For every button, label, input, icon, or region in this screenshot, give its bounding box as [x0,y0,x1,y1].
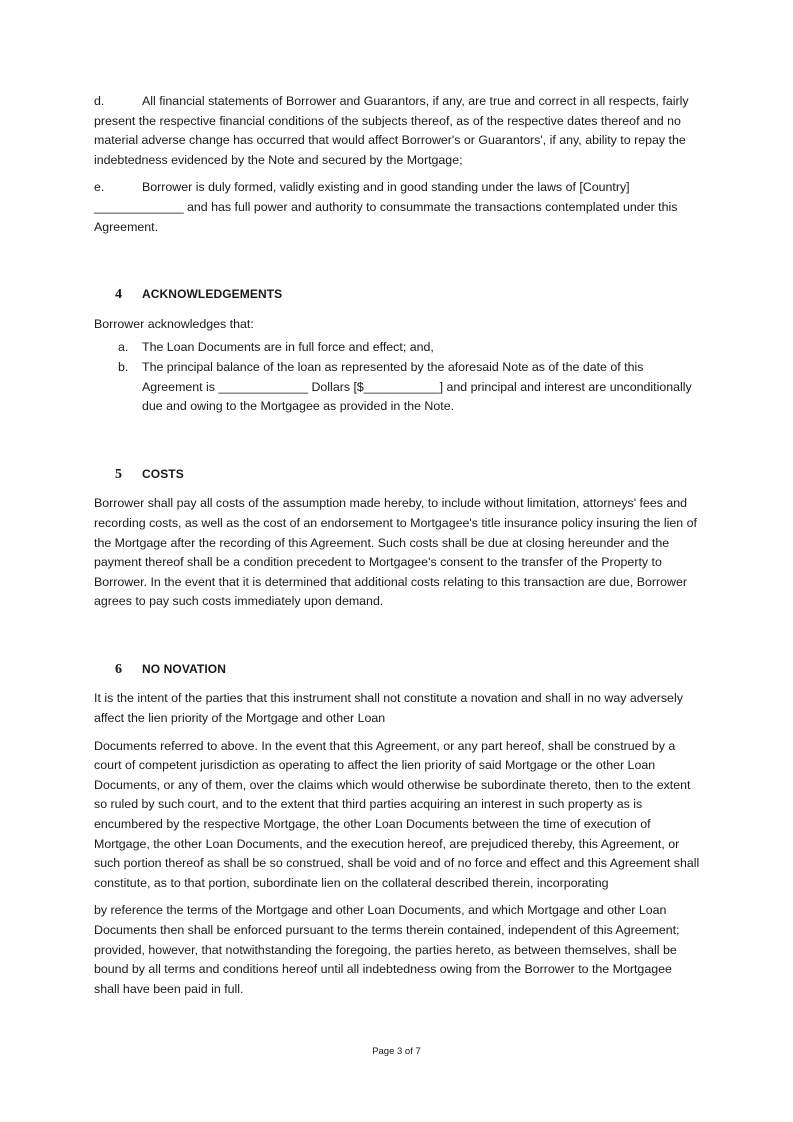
section-intro: Borrower acknowledges that: [94,316,254,331]
clause-letter: d. [94,94,105,108]
section-heading-acknowledgements [94,285,700,305]
page-content [94,92,700,1007]
section-heading-no-novation [94,660,700,680]
section-title: NO NOVATION [142,661,226,676]
acknowledgement-list [94,338,700,416]
list-item-text: The principal balance of the loan as represented by the aforesaid Note as of the date of this Agreement is _____________ Dollars [$___________] and principal and interest are unconditionally due and owing to the Mortgagee as provided in the Note. [142,359,692,414]
list-item [94,358,700,417]
page-number: Page 3 of 7 [372,1046,421,1057]
section-number: 5 [115,466,123,482]
clause-letter: e. [94,180,105,195]
clause-text: All financial statements of Borrower and Guarantors, if any, are true and correct in all respects, fairly present the respective financial conditions of the subjects thereof, as of the respective dates thereof and no material adverse change has occurred that would affect Borrower's or Guarantors', if any, ability to repay the indebtedness evidenced by the Note and secured by the Mortgage; [94,94,689,167]
section-number: 4 [115,287,123,303]
section-paragraph: It is the intent of the parties that this instrument shall not constitute a novation and shall in no way adversely affect the lien priority of the Mortgage and other Loan [94,691,683,726]
clause-e [94,178,700,237]
section-paragraph: by reference the terms of the Mortgage and other Loan Documents, and which Mortgage and other Loan Documents then shall be enforced pursuant to the terms therein contained, independent of this Agreement; provided, however, that notwithstanding the foregoing, the parties hereto, as between themselves, shall be bound by all terms and conditions hereof until all indebtedness owing from the Borrower to the Mortgagee shall have been paid in full. [94,903,680,996]
list-marker: a. [118,340,129,355]
list-marker: b. [118,359,129,374]
section-heading-costs [94,465,700,485]
page-footer [0,1046,793,1057]
section-body: Borrower shall pay all costs of the assumption made hereby, to include without limitation, attorneys' fees and recording costs, as well as the cost of an endorsement to Mortgagee's title insurance policy insuring the lien of the Mortgage after the recording of this Agreement. Such costs shall be due at closing hereunder and the payment thereof shall be a condition precedent to Mortgagee's consent to the transfer of the Property to Borrower. In the event that it is determined that additional costs relating to this transaction are due, Borrower agrees to pay such costs immediately upon demand. [94,496,697,609]
list-item-text: The Loan Documents are in full force and effect; and, [142,340,434,355]
clause-text: Borrower is duly formed, validly existing and in good standing under the laws of [Country] _____________ and has full power and authority to consummate the transactions contemplated under this Agreement. [94,180,678,234]
section-paragraph: Documents referred to above. In the event that this Agreement, or any part hereof, shall be construed by a court of competent jurisdiction as operating to affect the lien priority of said Mortgage or the other Loan Documents, or any of them, over the claims which would otherwise be subordinate thereto, then to the extent so ruled by such court, and to the extent that third parties acquiring an interest in such property as is encumbered by the respective Mortgage, the other Loan Documents between the time of execution of Mortgage, the other Loan Documents, and the execution hereof, are prejudiced thereby, this Agreement, or such portion thereof as shall be so construed, shall be void and of no force and effect and this Agreement shall constitute, as to that portion, subordinate lien on the collateral described therein, incorporating [94,738,700,890]
section-title: COSTS [142,466,184,481]
list-item [94,338,700,358]
section-number: 6 [115,661,123,677]
section-title: ACKNOWLEDGEMENTS [142,287,283,302]
clause-d [94,92,700,170]
